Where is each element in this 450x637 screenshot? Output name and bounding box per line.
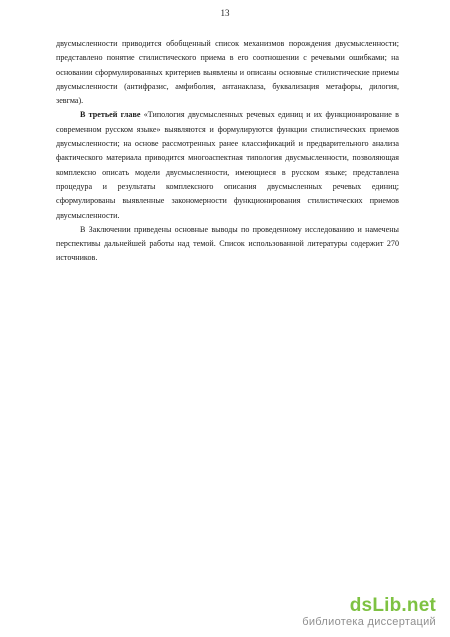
dslib-subtitle: библиотека диссертаций (302, 616, 436, 628)
paragraph-mechanisms: двусмысленности приводится обобщенный список механизмов порождения двусмысленности; представлено понятие стилистического приема в его соотношении с речевыми ошибками; на основании сформулированных критериев выявлены и описаны основные стилистические приемы двусмысленности (антифразис, амфиболия, антанаклаза, буквализация метафоры, дилогия, зевгма). (56, 39, 399, 106)
paragraph-conclusion: В Заключении приведены основные выводы по проведенному исследованию и намечены перспективы дальнейшей работы над темой. Список использованной литературы содержит 270 источников. (56, 224, 399, 263)
chapter-three-text: «Типология двусмысленных речевых единиц и их функционирование в современном русском языке» выявляются и формулируются функции стилистических приемов двусмысленности; на основе рассмотренных ранее классификаций и предварительного анализа фактического материала приводится многоаспектная типология двусмысленности, позволяющая комплексно описать модели двусмысленности, имеющиеся в русском языке; представлена процедура и результаты комплексного описания двусмысленных речевых единиц; сформулированы выявленные закономерности функционирования стилистических приемов двусмысленности. (56, 110, 399, 220)
dslib-watermark (302, 596, 436, 629)
paragraph-chapter-three (56, 108, 399, 222)
document-body (56, 37, 399, 266)
dslib-logo: dsLib.net (349, 595, 436, 616)
chapter-three-heading: В третьей главе (80, 110, 141, 120)
page-number: 13 (220, 8, 230, 18)
